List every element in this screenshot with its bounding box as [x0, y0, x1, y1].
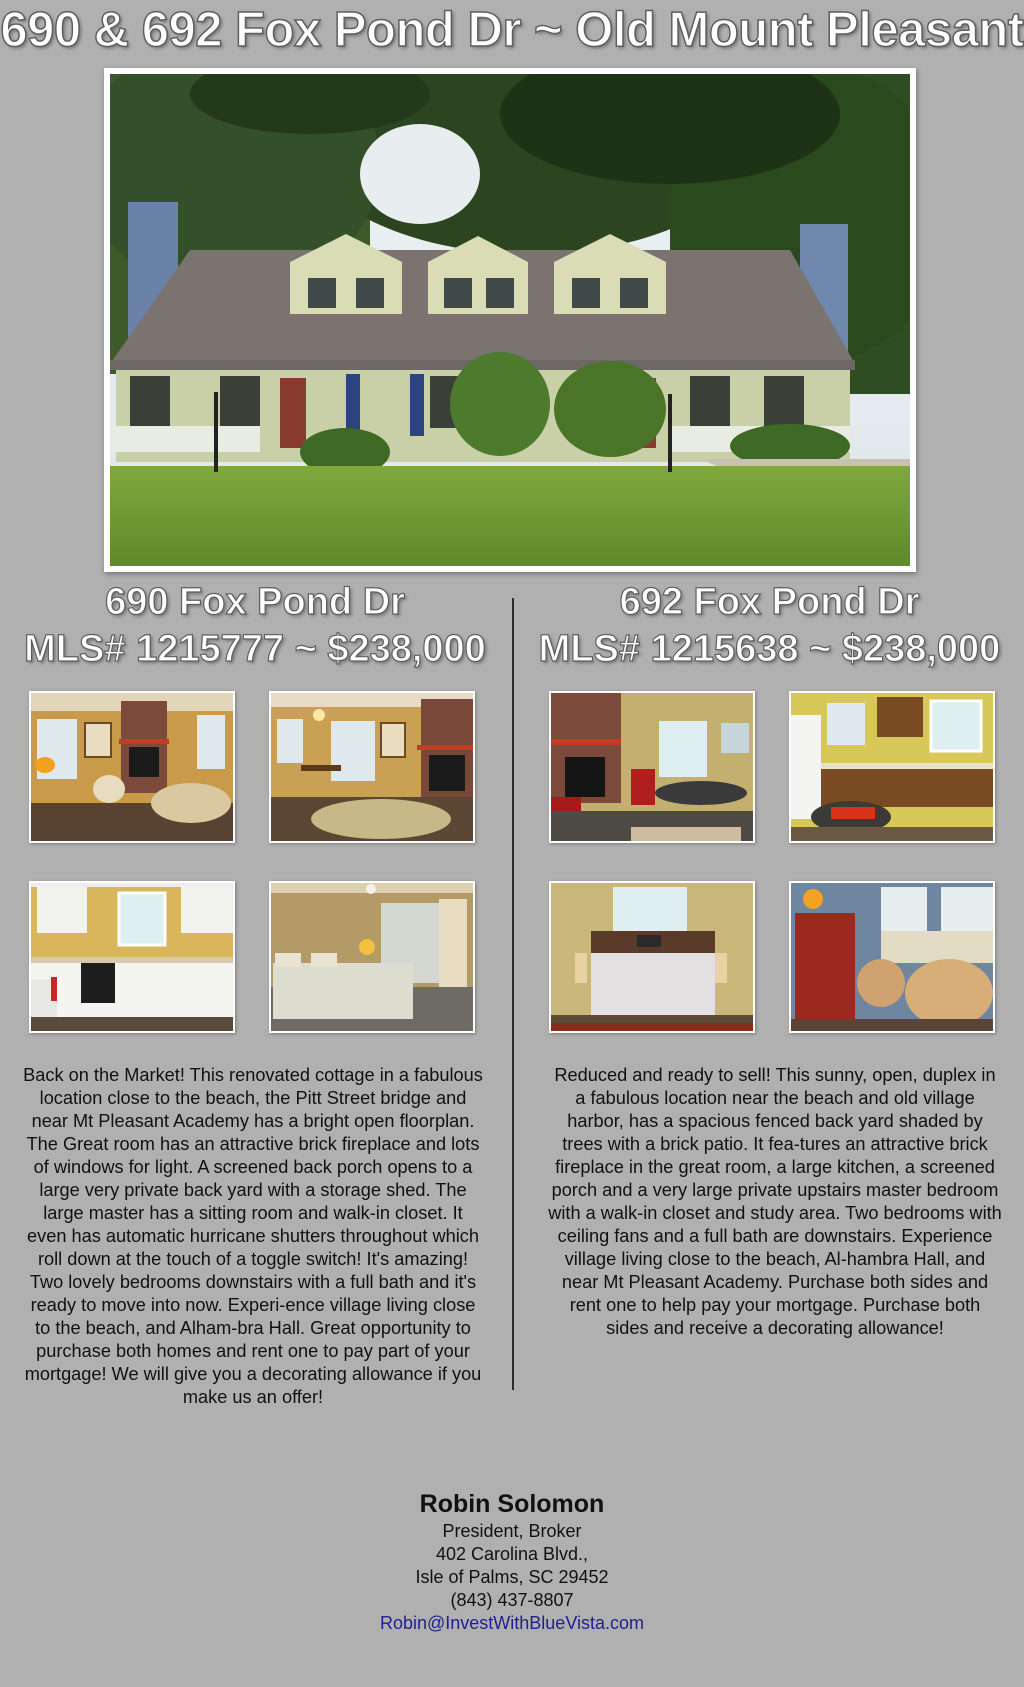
right-photo-sitting-room	[789, 881, 995, 1033]
left-photo-master-bedroom	[269, 881, 475, 1033]
right-photo-bedroom	[549, 881, 755, 1033]
agent-city-state-zip: Isle of Palms, SC 29452	[415, 1567, 609, 1587]
left-photo-kitchen	[29, 881, 235, 1033]
right-mls-price: MLS# 1215638 ~ $238,000	[538, 628, 1001, 670]
agent-title: President, Broker	[442, 1521, 582, 1541]
agent-phone: (843) 437-8807	[450, 1590, 574, 1610]
agent-name: Robin Solomon	[419, 1490, 605, 1518]
agent-email-link[interactable]: Robin@InvestWithBlueVista.com	[379, 1613, 645, 1633]
right-photo-kitchen	[789, 691, 995, 843]
left-photo-dining-area	[269, 691, 475, 843]
agent-contact-block	[312, 1488, 712, 1635]
hero-house-photo	[104, 68, 916, 572]
column-divider	[512, 598, 514, 1390]
agent-street-address: 402 Carolina Blvd.,	[435, 1544, 589, 1564]
right-description: Reduced and ready to sell! This sunny, open, duplex in a fabulous location near the beach and old village harbor, has a spacious fenced back yard shaded by trees with a brick patio. It fea-tures an attractive brick fireplace in the great room, a large kitchen, a screened porch and a very large private upstairs master bedroom with a walk-in closet and study area. Two bedrooms with ceiling fans and a full bath are downstairs. Experience village living close to the beach, Al-hambra Hall, and near Mt Pleasant Academy. Purchase both sides and rent one to help pay your mortgage. Purchase both sides and receive a decorating allowance!	[548, 1065, 1002, 1338]
left-photo-great-room	[29, 691, 235, 843]
left-description: Back on the Market! This renovated cottage in a fabulous location close to the beach, the Pitt Street bridge and near Mt Pleasant Academy has a bright open floorplan. The Great room has an attractive brick fireplace and lots of windows for light. A screened back porch opens to a large very private back yard with a storage shed. The large master has a sitting room and walk-in closet. It even has automatic hurricane shutters throughout which roll down at the touch of a toggle switch! It's amazing! Two lovely bedrooms downstairs with a full bath and it's ready to move into now. Experi-ence village living close to the beach, and Alham-bra Hall. Great opportunity to purchase both homes and rent one to pay part of your mortgage! We will give you a decorating allowance if you make us an offer!	[23, 1065, 483, 1407]
page-title: 690 & 692 Fox Pond Dr ~ Old Mount Pleasant	[0, 3, 1024, 57]
right-address: 692 Fox Pond Dr	[619, 581, 920, 623]
left-address: 690 Fox Pond Dr	[105, 581, 405, 623]
right-photo-great-room	[549, 691, 755, 843]
left-mls-price: MLS# 1215777 ~ $238,000	[24, 628, 486, 670]
